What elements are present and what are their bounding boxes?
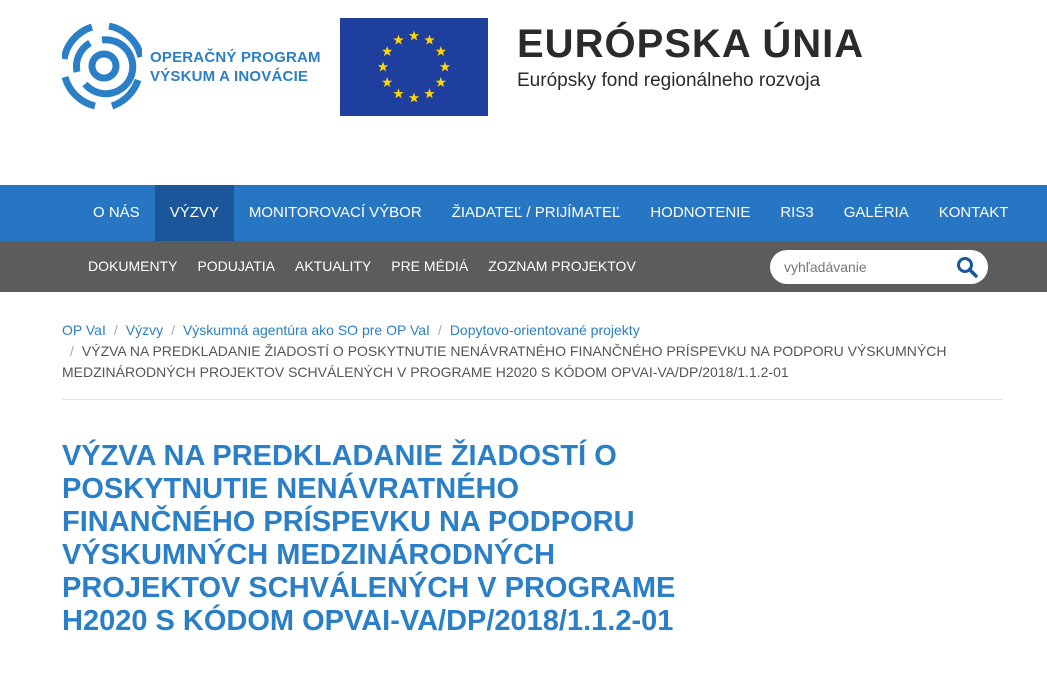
nav-item-galeria[interactable]: GALÉRIA — [843, 204, 909, 221]
search-input[interactable] — [782, 258, 951, 276]
breadcrumb-current: VÝZVA NA PREDKLADANIE ŽIADOSTÍ O POSKYTNUTIE NENÁVRATNÉHO FINANČNÉHO PRÍSPEVKU NA PODPORU VÝSKUMNÝCH MEDZINÁRODNÝCH PROJEKTOV SCHVÁLENÝCH V PROGRAME H2020 S KÓDOM OPVAI-VA/DP/2018/1.1.2-01 — [62, 343, 947, 380]
eu-star-icon — [409, 31, 419, 41]
breadcrumb-separator: / — [437, 322, 442, 338]
breadcrumb — [62, 320, 962, 383]
eu-star-icon — [378, 62, 388, 72]
nav-item-monitorovaci-vybor[interactable]: MONITOROVACÍ VÝBOR — [248, 204, 422, 221]
subnav-item-aktuality[interactable]: AKTUALITY — [294, 258, 372, 274]
breadcrumb-link-dopytovo-orientovane[interactable]: Dopytovo-orientované projekty — [449, 322, 640, 338]
op-logo-text — [150, 48, 321, 86]
breadcrumb-separator: / — [70, 343, 74, 359]
eu-logo-text — [517, 20, 864, 92]
subnav-item-podujatia[interactable]: PODUJATIA — [197, 258, 275, 274]
eu-star-icon — [424, 35, 434, 45]
page-title: VÝZVA NA PREDKLADANIE ŽIADOSTÍ O POSKYTNUTIE NENÁVRATNÉHO FINANČNÉHO PRÍSPEVKU NA PODPORU VÝSKUMNÝCH MEDZINÁRODNÝCH PROJEKTOV SCHVÁLENÝCH V PROGRAME H2020 S KÓDOM OPVAI-VA/DP/2018/1.1.2-01 — [62, 440, 676, 637]
breadcrumb-link-vyskumna-agentura[interactable]: Výskumná agentúra ako SO pre OP VaI — [182, 322, 430, 338]
eu-star-icon — [436, 77, 446, 87]
nav-item-vyzvy[interactable]: VÝZVY — [155, 185, 234, 241]
breadcrumb-link-vyzvy[interactable]: Výzvy — [125, 322, 164, 338]
op-logo[interactable] — [62, 17, 332, 117]
eu-star-icon — [393, 35, 403, 45]
subnav-item-pre-media[interactable]: PRE MÉDIÁ — [391, 258, 469, 274]
eu-star-icon — [382, 77, 392, 87]
search-box — [770, 250, 988, 284]
eu-star-icon — [424, 88, 434, 98]
eu-title: EURÓPSKA ÚNIA — [517, 22, 865, 66]
nav-item-o-nas[interactable]: O NÁS — [93, 204, 140, 221]
breadcrumb-separator: / — [113, 322, 118, 338]
eu-stars-icon — [340, 18, 488, 116]
nav-item-kontakt[interactable]: KONTAKT — [938, 204, 1009, 221]
eu-star-icon — [382, 46, 392, 56]
main-nav — [0, 185, 1047, 241]
nav-item-ris3[interactable]: RIS3 — [780, 204, 814, 221]
subnav-item-zoznam-projektov[interactable]: ZOZNAM PROJEKTOV — [488, 258, 636, 274]
site-header — [0, 0, 1047, 185]
eu-star-icon — [436, 46, 446, 56]
eu-flag — [340, 18, 488, 116]
breadcrumb-divider — [62, 399, 1003, 400]
subnav-item-dokumenty[interactable]: DOKUMENTY — [88, 258, 178, 274]
breadcrumb-link-op-vai[interactable]: OP VaI — [62, 322, 106, 338]
eu-subtitle: Európsky fond regionálneho rozvoja — [517, 70, 821, 91]
breadcrumb-separator: / — [171, 322, 175, 338]
op-logo-line1: OPERAČNÝ PROGRAM — [150, 49, 321, 66]
op-logo-icon — [62, 17, 142, 117]
eu-star-icon — [393, 88, 403, 98]
eu-star-icon — [409, 93, 419, 103]
nav-item-hodnotenie[interactable]: HODNOTENIE — [650, 204, 751, 221]
op-logo-line2: VÝSKUM A INOVÁCIE — [150, 68, 309, 85]
search-icon[interactable] — [956, 256, 978, 283]
nav-item-ziadatel-prijimatel[interactable]: ŽIADATEĽ / PRIJÍMATEĽ — [451, 204, 621, 221]
eu-star-icon — [440, 62, 450, 72]
